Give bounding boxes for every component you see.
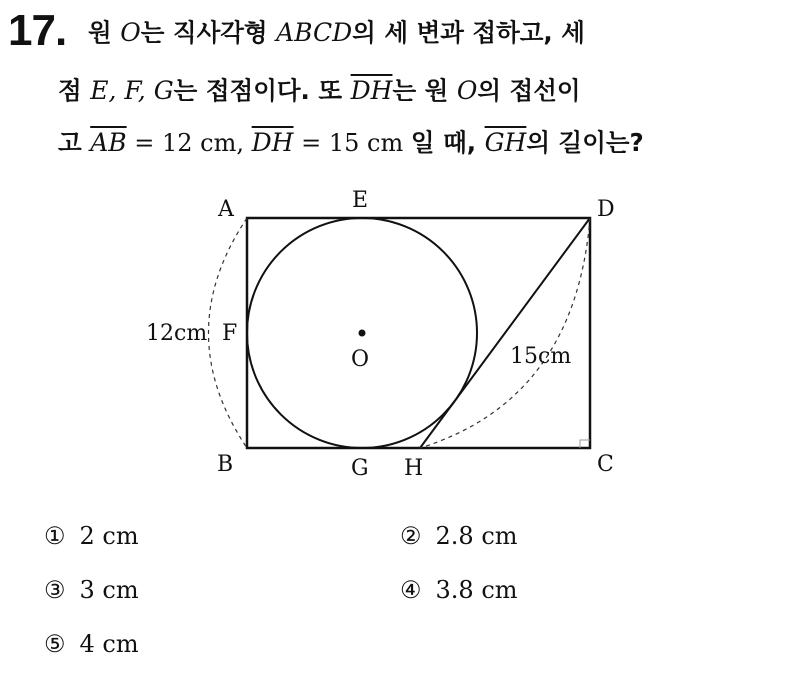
choice-value: 4 cm	[79, 630, 139, 658]
math-segment: $\overline{DH}$	[251, 128, 294, 157]
choice-mark: ②	[400, 522, 422, 550]
question-text: 의 길이는?	[526, 128, 644, 157]
label-g: G	[351, 456, 369, 481]
label-f: F	[222, 321, 238, 346]
label-c: C	[597, 452, 614, 477]
math-variable: E, F, G	[90, 76, 174, 105]
choice-mark: ⑤	[44, 630, 66, 658]
label-e: E	[352, 188, 369, 213]
label-d: D	[597, 197, 615, 222]
rectangle-abcd	[247, 218, 590, 448]
question-text: 고	[58, 128, 91, 157]
label-b: B	[217, 452, 234, 477]
question-text: 의 접선이	[477, 76, 581, 105]
choice-value: 3 cm	[79, 576, 139, 604]
question-number: 17.	[8, 6, 67, 55]
math-variable: O	[456, 76, 478, 105]
math-segment: $\overline{GH}$	[484, 128, 527, 157]
question-text: 원	[88, 18, 121, 47]
question-text: 는 원	[392, 76, 457, 105]
choice-3[interactable]	[44, 576, 139, 604]
label-o: O	[351, 347, 370, 372]
choice-1[interactable]	[44, 522, 139, 550]
math-variable: O	[120, 18, 141, 47]
label-h: H	[404, 456, 424, 481]
center-point-o	[359, 330, 366, 337]
math-segment: $\overline{AB}$	[90, 128, 127, 157]
question-text: 는 직사각형	[140, 18, 277, 47]
choice-5[interactable]	[44, 630, 139, 658]
math-expression: = 15 cm	[293, 129, 411, 157]
label-ab-length: 12cm	[146, 321, 208, 346]
label-dh-length: 15cm	[510, 344, 572, 369]
question-text: 는 접점이다. 또	[173, 76, 351, 105]
math-expression: = 12 cm,	[126, 129, 252, 157]
choice-value: 2 cm	[79, 522, 139, 550]
choice-mark: ④	[400, 576, 422, 604]
choice-4[interactable]	[400, 576, 518, 604]
question-text: 일 때,	[410, 128, 485, 157]
question-text: 의 세 변과 접하고, 세	[352, 18, 585, 47]
choice-mark: ①	[44, 522, 66, 550]
question-text: 점	[58, 76, 91, 105]
label-a: A	[218, 197, 234, 222]
math-variable: ABCD	[276, 18, 353, 47]
math-segment: $\overline{DH}$	[350, 76, 393, 105]
choice-value: 3.8 cm	[435, 576, 518, 604]
choice-mark: ③	[44, 576, 66, 604]
choice-2[interactable]	[400, 522, 518, 550]
choice-value: 2.8 cm	[435, 522, 518, 550]
